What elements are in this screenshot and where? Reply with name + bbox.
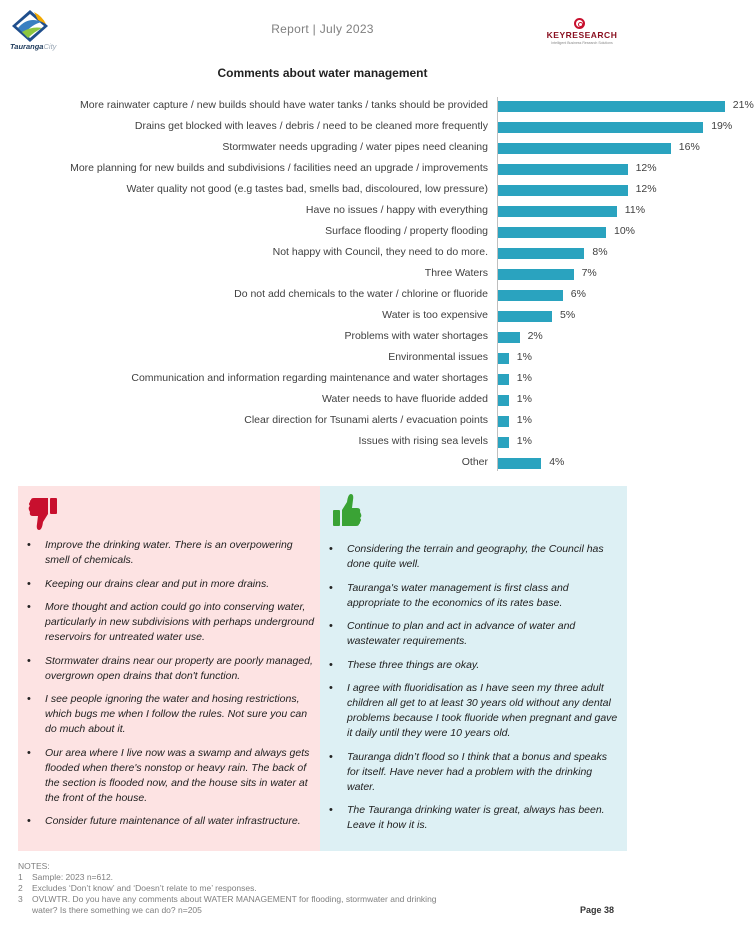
keyresearch-name: KEYRESEARCH	[546, 30, 618, 40]
comment-item: • These three things are okay.	[329, 658, 621, 673]
page-number: Page 38	[580, 905, 615, 915]
category-label: Water is too expensive	[382, 309, 488, 321]
comment-item: • More thought and action could go into conserving water, particularly in new subdivisions with perhaps underground reservoirs for untreated water use.	[27, 600, 317, 645]
comment-item: • Continue to plan and act in advance of water and wastewater requirements.	[329, 619, 621, 649]
bar	[498, 458, 541, 469]
category-label: Do not add chemicals to the water / chlorine or fluoride	[234, 288, 488, 300]
value-label: 4%	[549, 456, 565, 468]
logo-wordmark: TaurangaCity	[10, 42, 57, 51]
bar	[498, 164, 628, 175]
bar	[498, 185, 628, 196]
notes	[18, 861, 438, 916]
comment-item: • Considering the terrain and geography, the Council has done quite well.	[329, 542, 621, 572]
keyresearch-logo	[536, 18, 628, 48]
category-label: More planning for new builds and subdivisions / facilities need an upgrade / improvements	[70, 162, 488, 174]
category-label: Environmental issues	[388, 351, 488, 363]
bar	[498, 416, 509, 427]
comment-item: • The Tauranga drinking water is great, always has been. Leave it how it is.	[329, 803, 621, 833]
note-item	[18, 883, 438, 894]
bar	[498, 269, 574, 280]
positive-comments-panel	[320, 486, 627, 851]
bar	[498, 143, 671, 154]
keyresearch-tagline: Intelligent Business Research Solutions	[551, 41, 613, 45]
value-label: 21%	[732, 99, 754, 111]
bar	[498, 101, 725, 112]
comment-item: • Improve the drinking water. There is an overpowering smell of chemicals.	[27, 538, 317, 568]
category-label: Drains get blocked with leaves / debris / need to be cleaned more frequently	[134, 120, 488, 132]
bar-chart	[0, 96, 754, 476]
bar	[498, 206, 617, 217]
category-label: Problems with water shortages	[344, 330, 488, 342]
thumbs-down-icon	[28, 496, 58, 532]
category-label: Issues with rising sea levels	[358, 435, 488, 447]
category-label: Not happy with Council, they need to do more.	[272, 246, 488, 258]
category-label: Have no issues / happy with everything	[305, 204, 488, 216]
report-header-title: Report | July 2023	[271, 22, 374, 36]
value-label: 5%	[560, 309, 576, 321]
note-item	[18, 894, 438, 916]
comment-item: • Tauranga didn’t flood so I think that a bonus and speaks for itself. Have never had a problem with the drinking water.	[329, 750, 621, 795]
bar	[498, 311, 552, 322]
value-label: 16%	[678, 141, 700, 153]
value-label: 12%	[635, 183, 657, 195]
note-text: Sample: 2023 n=612.	[32, 872, 114, 882]
comment-item: • Stormwater drains near our property are poorly managed, overgrown open drains that don't function.	[27, 654, 317, 684]
thumbs-up-icon	[332, 492, 362, 528]
category-label: Clear direction for Tsunami alerts / evacuation points	[244, 414, 488, 426]
note-number: 3	[18, 894, 23, 904]
keyresearch-mark-icon	[574, 18, 585, 29]
comment-item: • I see people ignoring the water and hosing restrictions, which bugs me when I follow the rules. Not sure you can do much about it.	[27, 692, 317, 737]
value-label: 11%	[624, 204, 646, 216]
category-label: Stormwater needs upgrading / water pipes need cleaning	[222, 141, 488, 153]
comment-item: • Keeping our drains clear and put in more drains.	[27, 577, 317, 592]
positive-comments-list	[329, 542, 621, 842]
category-label: Other	[461, 456, 488, 468]
comment-item: • Tauranga's water management is first class and appropriate to the economics of its rates base.	[329, 581, 621, 611]
note-number: 2	[18, 883, 23, 893]
bar	[498, 332, 520, 343]
notes-heading: NOTES:	[18, 861, 50, 871]
note-text: Excludes ‘Don’t know’ and ‘Doesn’t relate to me’ responses.	[32, 883, 257, 893]
category-label: Communication and information regarding maintenance and water shortages	[131, 372, 488, 384]
comment-item: • Consider future maintenance of all water infrastructure.	[27, 814, 317, 829]
value-label: 12%	[635, 162, 657, 174]
value-label: 1%	[516, 372, 532, 384]
bar	[498, 437, 509, 448]
category-label: More rainwater capture / new builds should have water tanks / tanks should be provided	[80, 99, 488, 111]
value-label: 1%	[516, 414, 532, 426]
bar	[498, 290, 563, 301]
bar	[498, 374, 509, 385]
bar	[498, 395, 509, 406]
value-label: 7%	[581, 267, 597, 279]
bar	[498, 227, 606, 238]
value-label: 6%	[570, 288, 586, 300]
value-label: 8%	[592, 246, 608, 258]
comment-item: • I agree with fluoridisation as I have seen my three adult children all get to at least 30 years old without any dental problems because I took fluoride when pregnant and gave it daily until they were 10 years old.	[329, 681, 621, 741]
value-label: 1%	[516, 435, 532, 447]
value-label: 10%	[614, 225, 636, 237]
category-label: Surface flooding / property flooding	[325, 225, 488, 237]
note-item	[18, 872, 438, 883]
value-label: 1%	[516, 351, 532, 363]
note-text: OVLWTR. Do you have any comments about WATER MANAGEMENT for flooding, stormwater and drinking water? Is there something we can do? n=205	[32, 894, 437, 915]
category-label: Water quality not good (e.g tastes bad, smells bad, discoloured, low pressure)	[126, 183, 488, 195]
value-label: 1%	[516, 393, 532, 405]
chart-title: Comments about water management	[217, 66, 428, 80]
bar	[498, 248, 584, 259]
value-label: 19%	[711, 120, 733, 132]
bar	[498, 122, 703, 133]
category-label: Water needs to have fluoride added	[322, 393, 488, 405]
bar	[498, 353, 509, 364]
value-label: 2%	[527, 330, 543, 342]
negative-comments-panel	[18, 486, 320, 851]
negative-comments-list	[27, 538, 317, 838]
category-label: Three Waters	[424, 267, 488, 279]
note-number: 1	[18, 872, 23, 882]
comment-item: • Our area where I live now was a swamp and always gets flooded when there's nonstop or heavy rain. The back of the section is flooded now, and the house sits in water at the front of the house.	[27, 746, 317, 806]
